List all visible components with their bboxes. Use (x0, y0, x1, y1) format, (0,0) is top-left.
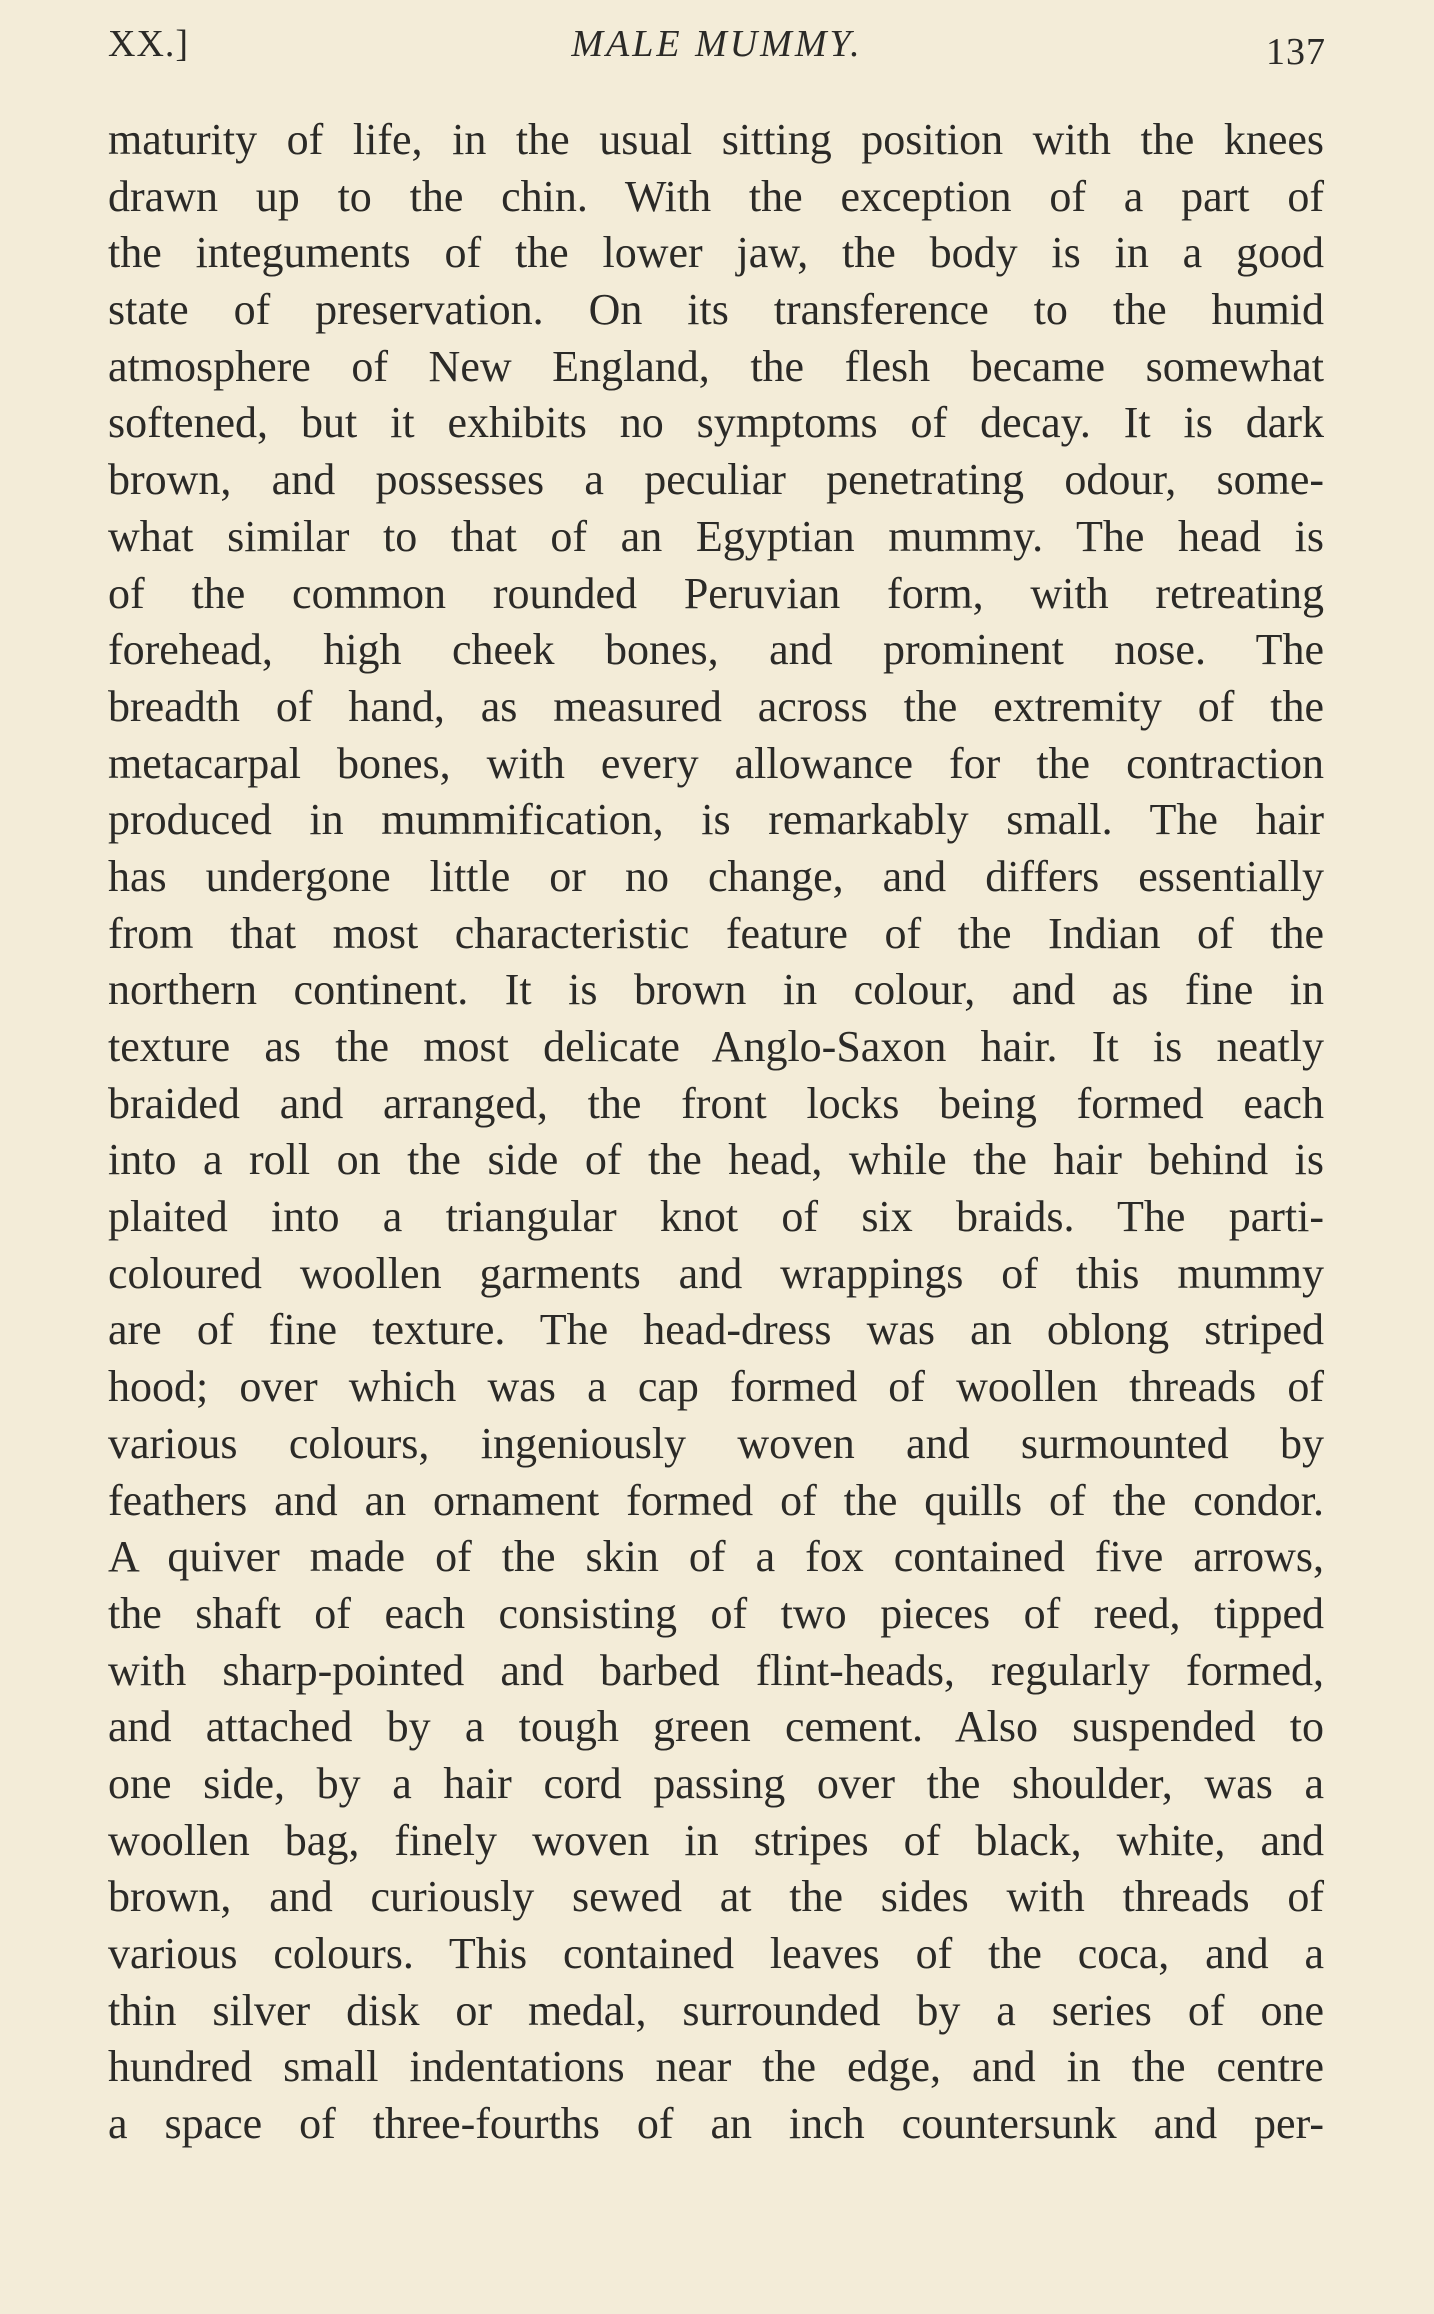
chapter-marker: XX.] (108, 23, 190, 65)
text-line: what similar to that of an Egyptian mummy. The head is (108, 511, 1324, 561)
text-line: brown, and possesses a peculiar penetrating odour, some- (108, 455, 1324, 505)
text-line: brown, and curiously sewed at the sides with threads of (108, 1872, 1324, 1922)
text-line: with sharp-pointed and barbed flint-heads, regularly formed, (108, 1645, 1324, 1695)
running-title: MALE MUMMY. (571, 23, 863, 65)
text-line: the integuments of the lower jaw, the body is in a good (108, 228, 1324, 278)
text-line: into a roll on the side of the head, while the hair behind is (108, 1135, 1324, 1185)
body-paragraph (108, 112, 1324, 2153)
text-line: forehead, high cheek bones, and prominent nose. The (108, 625, 1324, 675)
text-line: various colours. This contained leaves of the coca, and a (108, 1929, 1324, 1978)
text-line: metacarpal bones, with every allowance for the contraction (108, 738, 1324, 788)
text-line: and attached by a tough green cement. Also suspended to (108, 1702, 1324, 1752)
text-line: a space of three-fourths of an inch countersunk and per- (108, 2099, 1324, 2149)
text-line: hood; over which was a cap formed of woollen threads of (108, 1362, 1324, 1412)
text-line: hundred small indentations near the edge, and in the centre (108, 2042, 1324, 2092)
text-line: maturity of life, in the usual sitting position with the knees (108, 115, 1324, 164)
text-line: one side, by a hair cord passing over the shoulder, was a (108, 1758, 1324, 1808)
text-line: plaited into a triangular knot of six braids. The parti- (108, 1192, 1324, 1242)
text-line: of the common rounded Peruvian form, with retreating (108, 568, 1324, 618)
text-line: various colours, ingeniously woven and surmounted by (108, 1418, 1324, 1468)
text-line: coloured woollen garments and wrappings of this mummy (108, 1248, 1324, 1298)
text-line: the shaft of each consisting of two pieces of reed, tipped (108, 1588, 1324, 1638)
text-line: northern continent. It is brown in colour, and as fine in (108, 965, 1324, 1015)
text-line: braided and arranged, the front locks being formed each (108, 1078, 1324, 1128)
text-line: has undergone little or no change, and differs essentially (108, 851, 1324, 901)
text-line: drawn up to the chin. With the exception of a part of (108, 171, 1324, 221)
page-number: 137 (1266, 31, 1326, 73)
text-line: from that most characteristic feature of the Indian of the (108, 908, 1324, 958)
text-line: atmosphere of New England, the flesh became somewhat (108, 341, 1324, 391)
text-line: breadth of hand, as measured across the extremity of the (108, 681, 1324, 731)
text-line: state of preservation. On its transference to the humid (108, 285, 1324, 335)
text-line: woollen bag, finely woven in stripes of black, white, and (108, 1815, 1324, 1865)
text-line: thin silver disk or medal, surrounded by a series of one (108, 1985, 1324, 2035)
text-line: feathers and an ornament formed of the quills of the condor. (108, 1475, 1324, 1525)
text-line: A quiver made of the skin of a fox contained five arrows, (108, 1532, 1324, 1582)
text-line: softened, but it exhibits no symptoms of decay. It is dark (108, 398, 1324, 448)
text-line: are of fine texture. The head-dress was an oblong striped (108, 1305, 1324, 1355)
text-line: produced in mummification, is remarkably small. The hair (108, 795, 1324, 845)
text-line: texture as the most delicate Anglo-Saxon hair. It is neatly (108, 1022, 1324, 1071)
running-head (108, 22, 1326, 82)
